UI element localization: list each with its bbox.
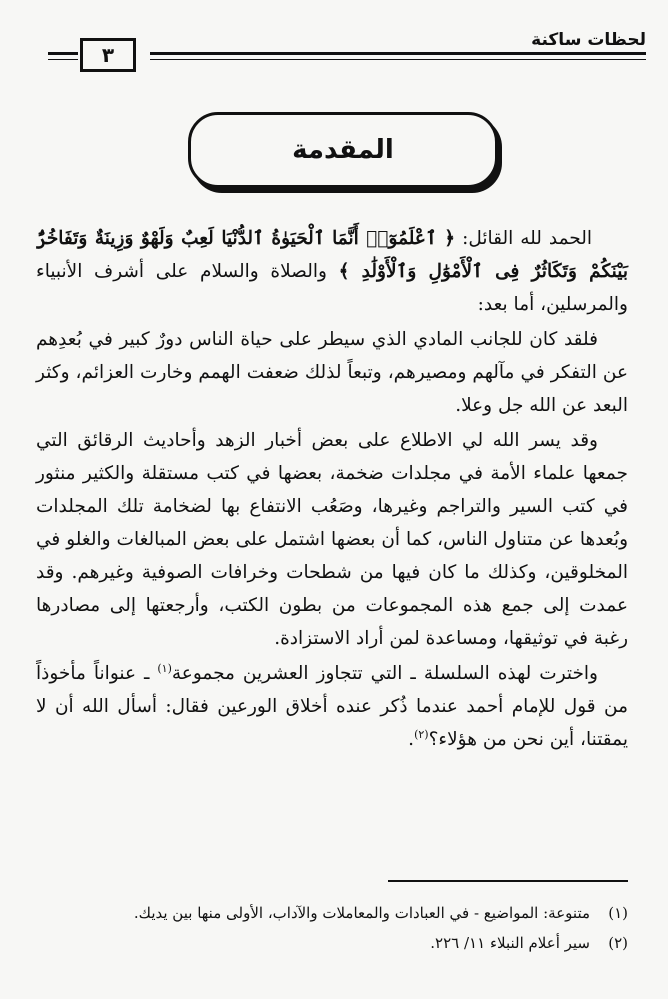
- paragraph-4-part-b: ـ عنواناً مأخوذاً من قول للإمام أحمد عندما ذُكر عنده أخلاق الورعين فقال: أسأل الله أن لا يمقتنا، أين نحن من هؤلاء؟: [36, 663, 628, 750]
- footnote-ref-1[interactable]: (١): [157, 661, 172, 675]
- footnote-text: متنوعة: المواضيع - في العبادات والمعاملات والآداب، الأولى منها بين يديك.: [133, 904, 590, 922]
- page-number: ٣: [80, 38, 136, 72]
- paragraph-4-part-a: واخترت لهذه السلسلة ـ التي تتجاوز العشرين مجموعة: [171, 663, 598, 684]
- paragraph-1: [36, 222, 628, 321]
- book-title: لحظات ساكنة: [531, 30, 646, 50]
- footnote: [40, 898, 628, 928]
- section-title: المقدمة: [188, 112, 498, 188]
- footnote-number: (١): [608, 904, 628, 922]
- paragraph-2: فلقد كان للجانب المادي الذي سيطر على حياة الناس دورٌ كبير في بُعدِهم عن التفكر في مآلهم ومصيرهم، وتبعاً لذلك ضعفت الهمم وخارت العزائم، وكثر البعد عن الله جل وعلا.: [36, 329, 628, 416]
- footnote-text: سير أعلام النبلاء ١١/ ٢٢٦.: [430, 934, 590, 952]
- paragraph-4: [36, 657, 628, 756]
- footnotes: [40, 898, 628, 958]
- body-text: [36, 222, 628, 758]
- footnote-ref-2[interactable]: (٢): [414, 727, 429, 741]
- paragraph-4-end: .: [408, 729, 415, 750]
- footnote-number: (٢): [608, 934, 628, 952]
- quran-verse: ﴿ ٱعْلَمُوٓا۟ أَنَّمَا ٱلْحَيَوٰةُ ٱلدُّنْيَا لَعِبٌ وَلَهْوٌ وَزِينَةٌ وَتَفَاخُرٌۢ بَيْنَكُمْ وَتَكَاثُرٌ فِى ٱلْأَمْوَٰلِ وَٱلْأَوْلَٰدِ ﴾: [36, 228, 628, 282]
- paragraph-1-intro: الحمد لله القائل:: [455, 228, 592, 249]
- footnote: [40, 928, 628, 958]
- paragraph-3: وقد يسر الله لي الاطلاع على بعض أخبار الزهد وأحاديث الرقائق التي جمعها علماء الأمة في مجلدات ضخمة، بعضها في كتب مستقلة والكثير منثور في كتب السير والتراجم وغيرها، وصَعُب الانتفاع بها لضخامة تلك المجلدات وبُعدها عن متناول الناس، كما أن بعضها اشتمل على بعض المبالغات والغلو في المخلوقين، وكذلك ما كان فيها من شطحات وخرافات الصوفية وغيرهم. وقد عمدت إلى جمع هذه المجموعات من بطون الكتب، وأرجعتها إلى مصادرها رغبة في توثيقها، ومساعدة لمن أراد الاستزادة.: [36, 430, 628, 649]
- footnote-divider: [388, 880, 628, 882]
- header-rule-left: [48, 52, 78, 60]
- header-rule: [150, 52, 646, 60]
- paragraph-1-rest: والصلاة والسلام على أشرف الأنبياء والمرسلين، أما بعد:: [36, 261, 628, 315]
